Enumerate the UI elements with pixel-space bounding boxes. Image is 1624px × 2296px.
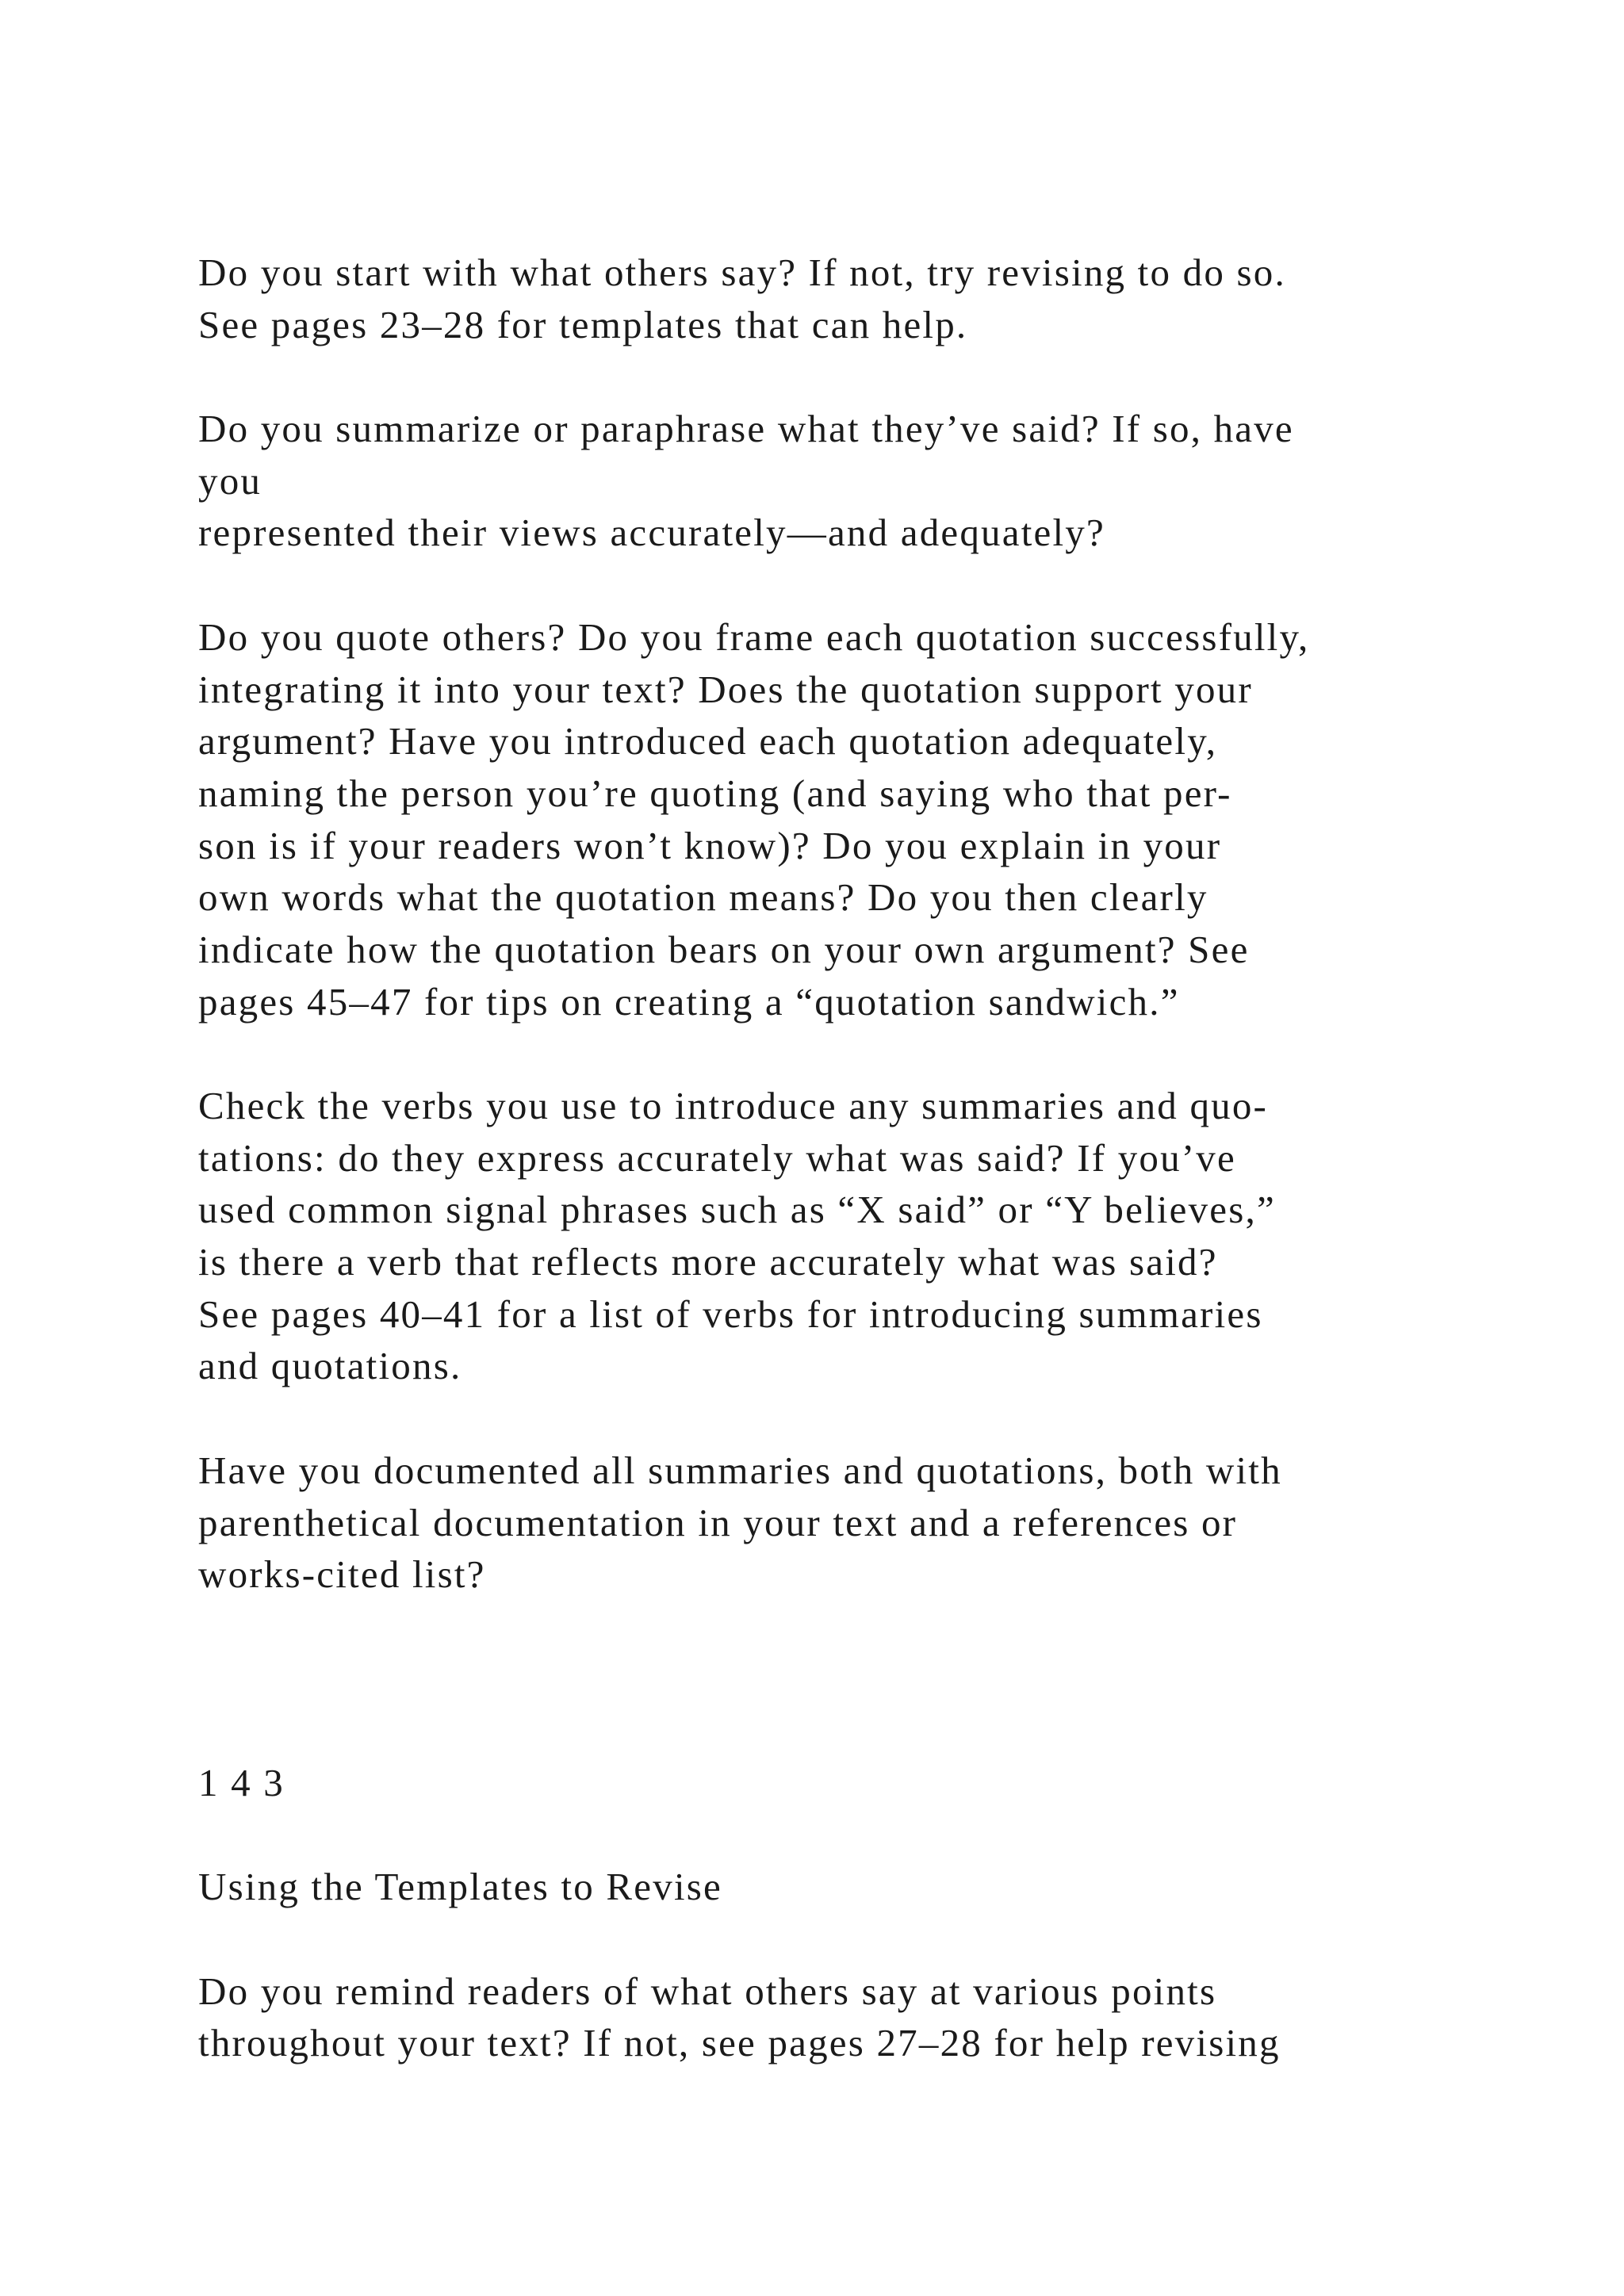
text-line: represented their views accurately—and adequately? bbox=[198, 511, 1105, 555]
text-line: integrating it into your text? Does the quotation support your bbox=[198, 667, 1253, 711]
paragraph-start-with-others bbox=[198, 247, 1594, 350]
text-line: pages 45–47 for tips on creating a “quotation sandwich.” bbox=[198, 979, 1180, 1024]
paragraph-summarize bbox=[198, 403, 1594, 559]
text-line: own words what the quotation means? Do you then clearly bbox=[198, 875, 1208, 920]
text-line: works-cited list? bbox=[198, 1552, 486, 1597]
paragraph-gap bbox=[198, 1601, 1594, 1653]
text-line: used common signal phrases such as “X said” or “Y believes,” bbox=[198, 1188, 1276, 1232]
paragraph-gap bbox=[198, 1705, 1594, 1757]
text-line: Do you remind readers of what others say at various points bbox=[198, 1969, 1217, 2013]
text-line: tations: do they express accurately what was said? If you’ve bbox=[198, 1135, 1236, 1180]
text-line: Check the verbs you use to introduce any summaries and quo- bbox=[198, 1084, 1269, 1127]
text-line: throughout your text? If not, see pages 27–28 for help revising bbox=[198, 2021, 1281, 2065]
paragraph-check-verbs bbox=[198, 1080, 1594, 1392]
text-line: See pages 40–41 for a list of verbs for introducing summaries bbox=[198, 1292, 1263, 1336]
paragraph-documented bbox=[198, 1445, 1594, 1601]
paragraph-gap bbox=[198, 1392, 1594, 1445]
text-line: you bbox=[198, 458, 262, 503]
text-line: parenthetical documentation in your text and a references or bbox=[198, 1500, 1238, 1544]
text-line: Do you quote others? Do you frame each quotation successfully, bbox=[198, 614, 1310, 659]
text-line: indicate how the quotation bears on your own argument? See bbox=[198, 927, 1250, 971]
text-line: argument? Have you introduced each quotation adequately, bbox=[198, 719, 1218, 763]
running-head: Using the Templates to Revise bbox=[198, 1865, 722, 1909]
page-text bbox=[198, 247, 1594, 2069]
paragraph-gap bbox=[198, 1913, 1594, 1965]
paragraph-gap bbox=[198, 559, 1594, 611]
text-line: Have you documented all summaries and quotations, both with bbox=[198, 1448, 1282, 1492]
paragraph-gap bbox=[198, 350, 1594, 403]
text-line: Do you summarize or paraphrase what they’ve said? If so, have bbox=[198, 407, 1294, 451]
text-line: is there a verb that reflects more accurately what was said? bbox=[198, 1240, 1218, 1284]
paragraph-remind-readers bbox=[198, 1965, 1594, 2069]
paragraph-gap bbox=[198, 1653, 1594, 1705]
paragraph-quote-others bbox=[198, 611, 1594, 1028]
page-number: 1 4 3 bbox=[198, 1760, 285, 1804]
text-line: See pages 23–28 for templates that can help. bbox=[198, 302, 968, 346]
text-line: Do you start with what others say? If not, try revising to do so. bbox=[198, 251, 1286, 294]
text-line: and quotations. bbox=[198, 1344, 462, 1388]
paragraph-gap bbox=[198, 1027, 1594, 1080]
text-line: son is if your readers won’t know)? Do you explain in your bbox=[198, 823, 1222, 867]
paragraph-gap bbox=[198, 1809, 1594, 1862]
text-line: naming the person you’re quoting (and saying who that per- bbox=[198, 771, 1232, 815]
